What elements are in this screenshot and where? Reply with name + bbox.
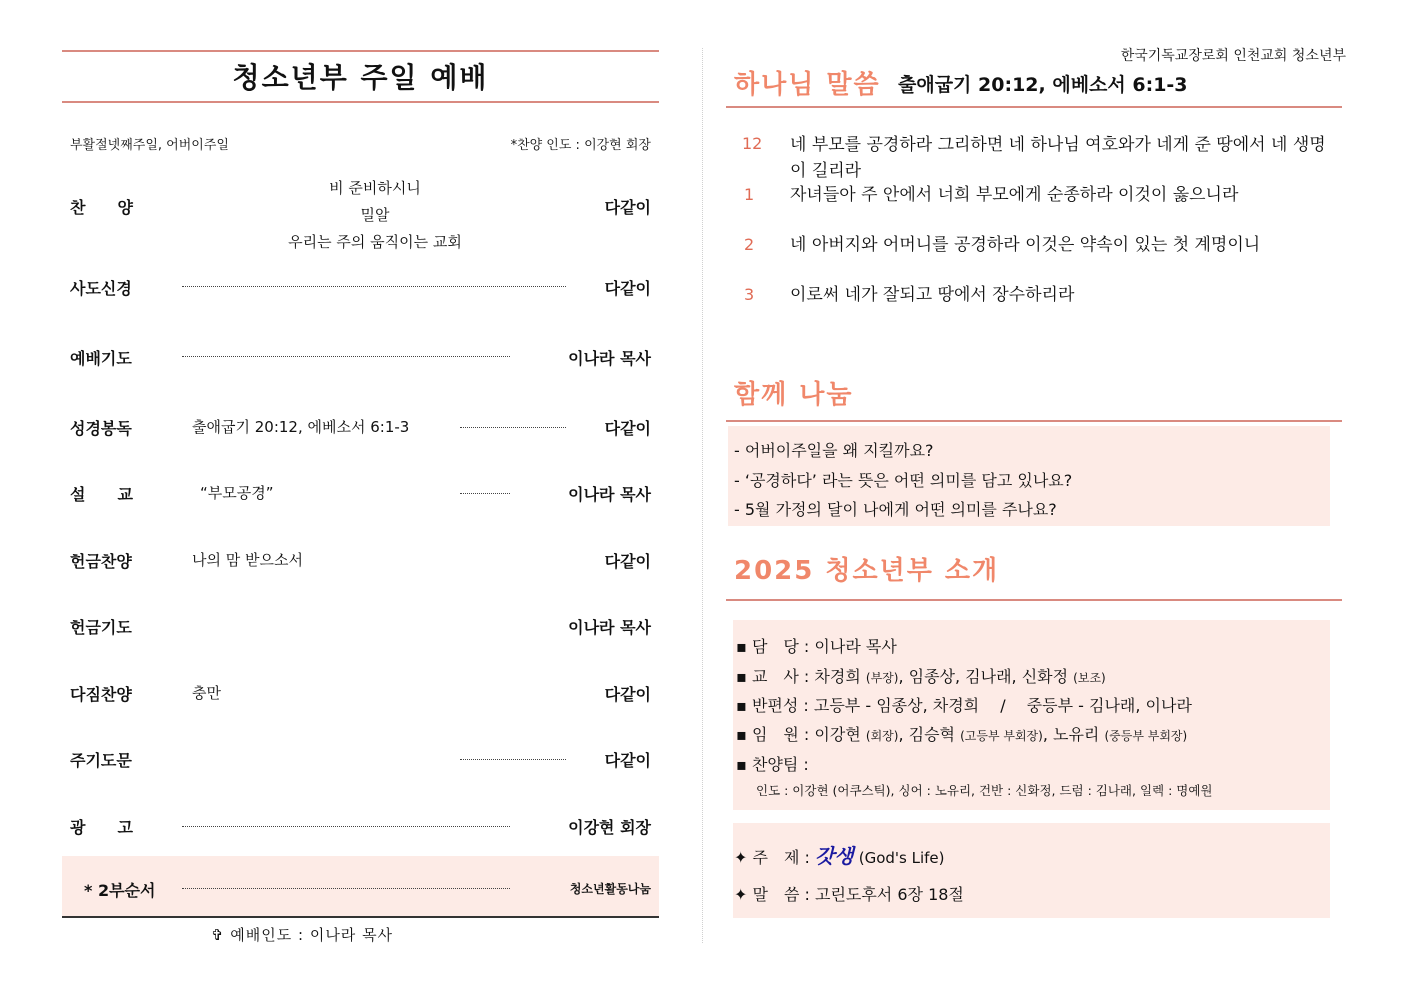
row-label-sermon: 설 교 bbox=[70, 485, 133, 504]
hymn-1: 비 준비하시니 bbox=[329, 179, 421, 197]
page-divider bbox=[702, 48, 703, 943]
row-right-prayer: 이나라 목사 bbox=[568, 349, 651, 368]
intro-label: 찬양팀 : bbox=[751, 755, 809, 774]
hymn-3: 우리는 주의 움직이는 교회 bbox=[288, 233, 462, 251]
intro-note: (회장) bbox=[865, 729, 899, 743]
share-rule bbox=[726, 420, 1342, 422]
row-label-reading: 성경봉독 bbox=[70, 419, 132, 438]
row-right-offering-hymn: 다같이 bbox=[604, 552, 651, 571]
leader-dots bbox=[460, 493, 510, 494]
share-item: - ‘공경하다’ 라는 뜻은 어떤 의미를 담고 있나요? bbox=[734, 471, 1073, 490]
bullet-icon: ▪ bbox=[736, 755, 752, 774]
footer-leader: ✞ 예배인도 : 이나라 목사 bbox=[210, 926, 394, 944]
verse-num: 12 bbox=[742, 134, 763, 153]
row-label-offering-prayer: 헌금기도 bbox=[70, 618, 132, 637]
row-right-offering-prayer: 이나라 목사 bbox=[568, 618, 651, 637]
row-label-lords-prayer: 주기도문 bbox=[70, 751, 132, 770]
theme-label: ✦ 주 제 : bbox=[734, 848, 810, 867]
intro-title: 2025 청소년부 소개 bbox=[734, 556, 1000, 586]
intro-note: (중등부 부회장) bbox=[1104, 729, 1188, 743]
row-mid-reading: 출애굽기 20:12, 에베소서 6:1-3 bbox=[192, 418, 410, 436]
row-label-announcements: 광 고 bbox=[70, 818, 133, 837]
theme-verse-line bbox=[734, 882, 964, 905]
second-part-right: 청소년활동나눔 bbox=[569, 882, 651, 896]
intro-value: 고등부 - 임종상, 차경희 / 중등부 - 김나래, 이나라 bbox=[813, 696, 1192, 715]
leader-dots bbox=[182, 826, 510, 827]
bullet-icon: ▪ bbox=[736, 696, 752, 715]
church-name: 한국기독교장로회 인천교회 청소년부 bbox=[1120, 48, 1346, 64]
row-mid-sermon: “부모공경” bbox=[200, 484, 274, 502]
leader-dots bbox=[182, 888, 510, 889]
intro-value: , 노유리 bbox=[1042, 725, 1100, 744]
left-bottom-rule bbox=[62, 916, 659, 918]
row-label-prayer: 예배기도 bbox=[70, 349, 132, 368]
word-rule bbox=[726, 106, 1342, 108]
row-right-sermon: 이나라 목사 bbox=[568, 485, 651, 504]
theme-line bbox=[734, 840, 945, 869]
row-right-hymn: 다같이 bbox=[604, 198, 651, 217]
leader-dots bbox=[460, 759, 566, 760]
verse-text: 이로써 네가 잘되고 땅에서 장수하리라 bbox=[790, 285, 1075, 305]
word-reference: 출애굽기 20:12, 에베소서 6:1-3 bbox=[898, 74, 1188, 96]
intro-line-officers bbox=[736, 722, 1187, 745]
row-label-hymn: 찬 양 bbox=[70, 198, 133, 217]
theme-verse-value: 고린도후서 6장 18절 bbox=[814, 885, 964, 904]
intro-line-teachers bbox=[736, 664, 1106, 687]
intro-note: (부장) bbox=[865, 671, 899, 685]
left-title-rule bbox=[62, 101, 659, 103]
intro-line-classes bbox=[736, 693, 1192, 716]
verse-num: 3 bbox=[744, 285, 755, 304]
row-mid-offering-hymn: 나의 맘 받으소서 bbox=[192, 551, 303, 569]
leader-dots bbox=[460, 427, 566, 428]
share-item: - 5월 가정의 달이 나에게 어떤 의미를 주나요? bbox=[734, 500, 1057, 519]
intro-rule bbox=[726, 599, 1342, 601]
row-right-pledge-hymn: 다같이 bbox=[604, 685, 651, 704]
bullet-icon: ▪ bbox=[736, 725, 752, 744]
leader-dots bbox=[182, 356, 510, 357]
intro-line-praise-team bbox=[736, 752, 809, 775]
intro-value: , 김승혁 bbox=[898, 725, 955, 744]
row-mid-pledge-hymn: 충만 bbox=[192, 684, 221, 702]
intro-value: 이강현 bbox=[814, 725, 861, 744]
row-right-creed: 다같이 bbox=[604, 279, 651, 298]
intro-note: (고등부 부회장) bbox=[960, 729, 1043, 743]
row-label-creed: 사도신경 bbox=[70, 279, 132, 298]
hymn-list bbox=[230, 175, 520, 256]
row-right-lords-prayer: 다같이 bbox=[604, 751, 651, 770]
page-title: 청소년부 주일 예배 bbox=[232, 61, 489, 94]
praise-team-detail: 인도 : 이강현 (어쿠스틱), 싱어 : 노유리, 건반 : 신화정, 드럼 : 김나래, 일렉 : 명예원 bbox=[756, 783, 1213, 798]
leader-dots bbox=[182, 286, 566, 287]
verse-text: 자녀들아 주 안에서 너희 부모에게 순종하라 이것이 옳으니라 bbox=[790, 185, 1239, 205]
intro-value: 이나라 목사 bbox=[814, 637, 897, 656]
intro-note: (보조) bbox=[1073, 671, 1106, 685]
verse-text: 네 아버지와 어머니를 공경하라 이것은 약속이 있는 첫 계명이니 bbox=[790, 235, 1261, 255]
intro-label: 교 사 : bbox=[751, 667, 810, 686]
intro-label: 임 원 : bbox=[751, 725, 810, 744]
share-title: 함께 나눔 bbox=[734, 380, 854, 410]
verse-text: 네 부모를 공경하라 그리하면 네 하나님 여호와가 네게 준 땅에서 네 생명이 길리라 bbox=[790, 135, 1326, 181]
intro-line-lead bbox=[736, 634, 897, 657]
bullet-icon: ▪ bbox=[736, 667, 752, 686]
share-item: - 어버이주일을 왜 지킬까요? bbox=[734, 441, 934, 460]
intro-label: 담 당 : bbox=[751, 637, 810, 656]
intro-value: , 임종상, 김나래, 신화정 bbox=[898, 667, 1069, 686]
second-part-label: * 2부순서 bbox=[84, 881, 156, 900]
left-top-rule bbox=[62, 50, 659, 52]
row-right-reading: 다같이 bbox=[604, 419, 651, 438]
row-right-announcements: 이강현 회장 bbox=[568, 818, 651, 837]
intro-label: 반편성 : bbox=[751, 696, 809, 715]
row-label-pledge-hymn: 다짐찬양 bbox=[70, 685, 132, 704]
subheader-right: *찬양 인도 : 이강현 회장 bbox=[510, 138, 651, 153]
verse-num: 1 bbox=[744, 185, 755, 204]
word-title: 하나님 말씀 bbox=[734, 70, 881, 100]
verse-num: 2 bbox=[744, 235, 755, 254]
theme-english: (God's Life) bbox=[858, 849, 945, 867]
theme-word: 갓생 bbox=[814, 844, 854, 868]
hymn-2: 밀알 bbox=[360, 206, 390, 224]
intro-value: 차경희 bbox=[814, 667, 861, 686]
subheader-left: 부활절넷째주일, 어버이주일 bbox=[70, 138, 229, 153]
row-label-offering-hymn: 헌금찬양 bbox=[70, 552, 132, 571]
bullet-icon: ▪ bbox=[736, 637, 752, 656]
theme-verse-label: ✦ 말 씀 : bbox=[734, 885, 810, 904]
